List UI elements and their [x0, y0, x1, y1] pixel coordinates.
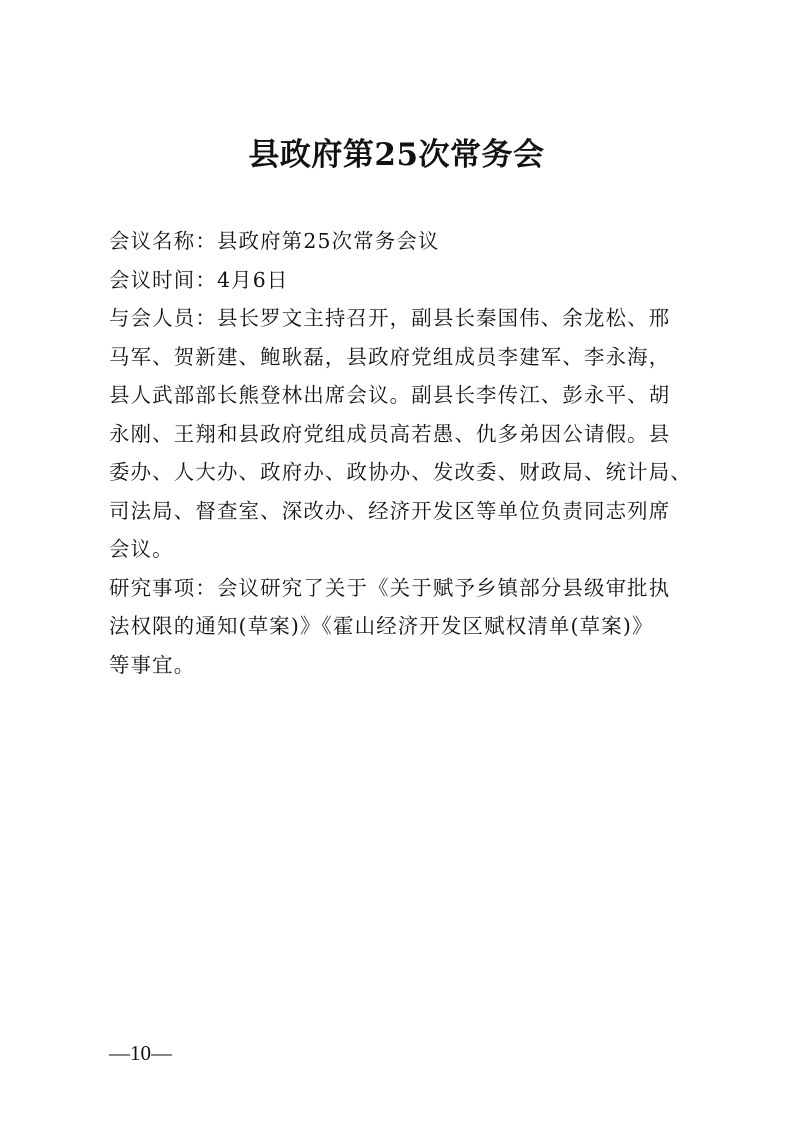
page-title: 县政府第25次常务会: [248, 137, 545, 173]
text-line: 法权限的通知(草案)》《霍山经济开发区赋权清单(草案)》: [109, 614, 654, 638]
text-line: 等事宜。: [109, 652, 196, 677]
text-line: 县人武部部长熊登林出席会议。副县长李传江、彭永平、胡: [109, 383, 671, 407]
text-line-meeting-name: 会议名称：县政府第25次常务会议: [109, 229, 440, 253]
text-line-research-items: 研究事项：会议研究了关于《关于赋予乡镇部分县级审批执: [109, 575, 671, 600]
text-line: 永刚、王翔和县政府党组成员高若愚、仇多弟因公请假。县: [109, 421, 671, 446]
document-body: [109, 222, 692, 684]
text-line: 司法局、督查室、深改办、经济开发区等单位负责同志列席: [109, 498, 671, 523]
text-line: 会议。: [109, 537, 174, 561]
text-line-attendees: 与会人员：县长罗文主持召开，副县长秦国伟、余龙松、邢: [109, 306, 671, 330]
text-line: 马军、贺新建、鲍耿磊，县政府党组成员李建军、李永海，: [109, 344, 671, 369]
text-line: 委办、人大办、政府办、政协办、发改委、财政局、统计局、: [109, 460, 692, 484]
page-number: —10—: [109, 1041, 172, 1065]
text-line-meeting-time: 会议时间：4月6日: [109, 267, 289, 292]
